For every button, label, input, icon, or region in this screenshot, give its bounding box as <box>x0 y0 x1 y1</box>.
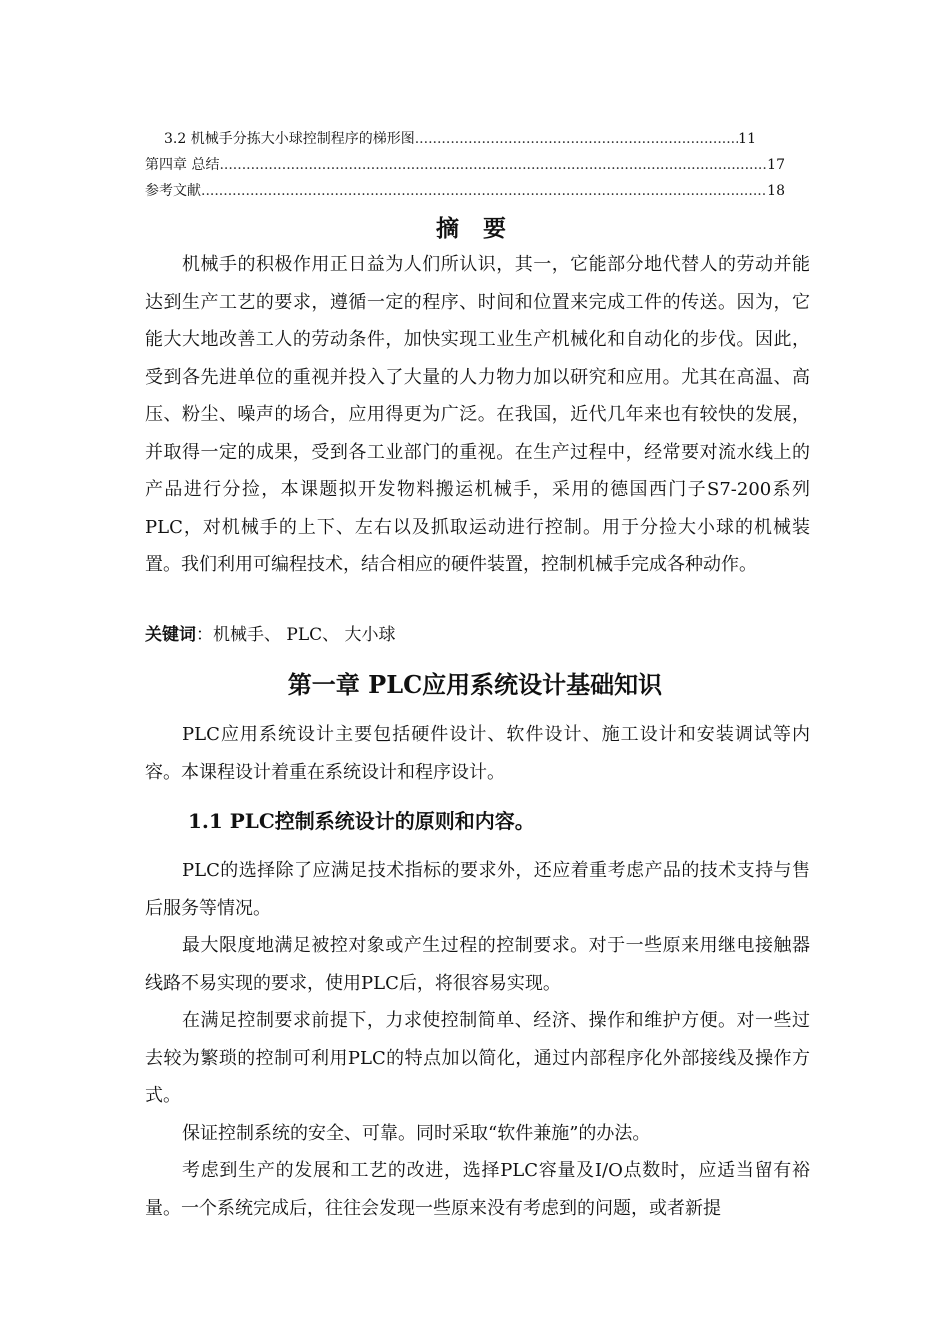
toc-entry-title: 第四章 总结 <box>145 157 220 173</box>
section-body <box>145 852 810 1227</box>
section-paragraph: 在满足控制要求前提下，力求使控制简单、经济、操作和维护方便。对一些过去较为繁琐的控制可利用PLC的特点加以简化，通过内部程序化外部接线及操作方式。 <box>145 1010 810 1106</box>
toc-leader-dots <box>219 152 767 178</box>
toc-entry[interactable] <box>145 126 756 152</box>
toc-leader-dots <box>201 178 767 204</box>
toc-entry[interactable] <box>145 178 785 204</box>
toc-entry-title: 3.2 机械手分拣大小球控制程序的梯形图 <box>164 131 415 147</box>
toc-entry-page: 18 <box>767 183 785 199</box>
section-heading: 1.1 PLC控制系统设计的原则和内容。 <box>188 809 535 833</box>
chapter-intro-paragraph: PLC应用系统设计主要包括硬件设计、软件设计、施工设计和安装调试等内容。本课程设计着重在系统设计和程序设计。 <box>145 724 810 783</box>
section-paragraph: 最大限度地满足被控对象或产生过程的控制要求。对于一些原来用继电接触器线路不易实现的要求，使用PLC后，将很容易实现。 <box>145 935 810 994</box>
keywords-line <box>145 620 396 650</box>
abstract-paragraph: 机械手的积极作用正日益为人们所认识，其一，它能部分地代替人的劳动并能达到生产工艺的要求，遵循一定的程序、时间和位置来完成工件的传送。因为，它能大大地改善工人的劳动条件，加快实现工业生产机械化和自动化的步伐。因此，受到各先进单位的重视并投入了大量的人力物力加以研究和应用。尤其在高温、高压、粉尘、噪声的场合，应用得更为广泛。在我国，近代几年来也有较快的发展，并取得一定的成果，受到各工业部门的重视。在生产过程中，经常要对流水线上的产品进行分捡，本课题拟开发物料搬运机械手，采用的德国西门子S7-200系列PLC，对机械手的上下、左右以及抓取运动进行控制。用于分捡大小球的机械装置。我们利用可编程技术，结合相应的硬件装置，控制机械手完成各种动作。 <box>145 254 810 575</box>
keywords-value: ：机械手、 PLC、 大小球 <box>196 625 396 645</box>
toc-entry-page: 11 <box>738 131 756 147</box>
chapter-heading: 第一章 PLC应用系统设计基础知识 <box>287 670 663 699</box>
table-of-contents <box>145 126 785 204</box>
toc-entry[interactable] <box>145 152 785 178</box>
section-paragraph: PLC的选择除了应满足技术指标的要求外，还应着重考虑产品的技术支持与售后服务等情况。 <box>145 860 810 919</box>
chapter-intro <box>145 716 810 791</box>
abstract-body <box>145 246 810 584</box>
toc-entry-page: 17 <box>767 157 785 173</box>
abstract-heading: 摘 要 <box>435 215 514 242</box>
keywords-label: 关键词 <box>145 625 196 645</box>
toc-entry-title: 参考文献 <box>145 183 201 199</box>
section-paragraph: 保证控制系统的安全、可靠。同时采取“软件兼施”的办法。 <box>182 1122 651 1144</box>
toc-leader-dots <box>415 126 738 152</box>
section-paragraph: 考虑到生产的发展和工艺的改进，选择PLC容量及I/O点数时，应适当留有裕量。一个系统完成后，往往会发现一些原来没有考虑到的问题，或者新提 <box>145 1160 810 1219</box>
